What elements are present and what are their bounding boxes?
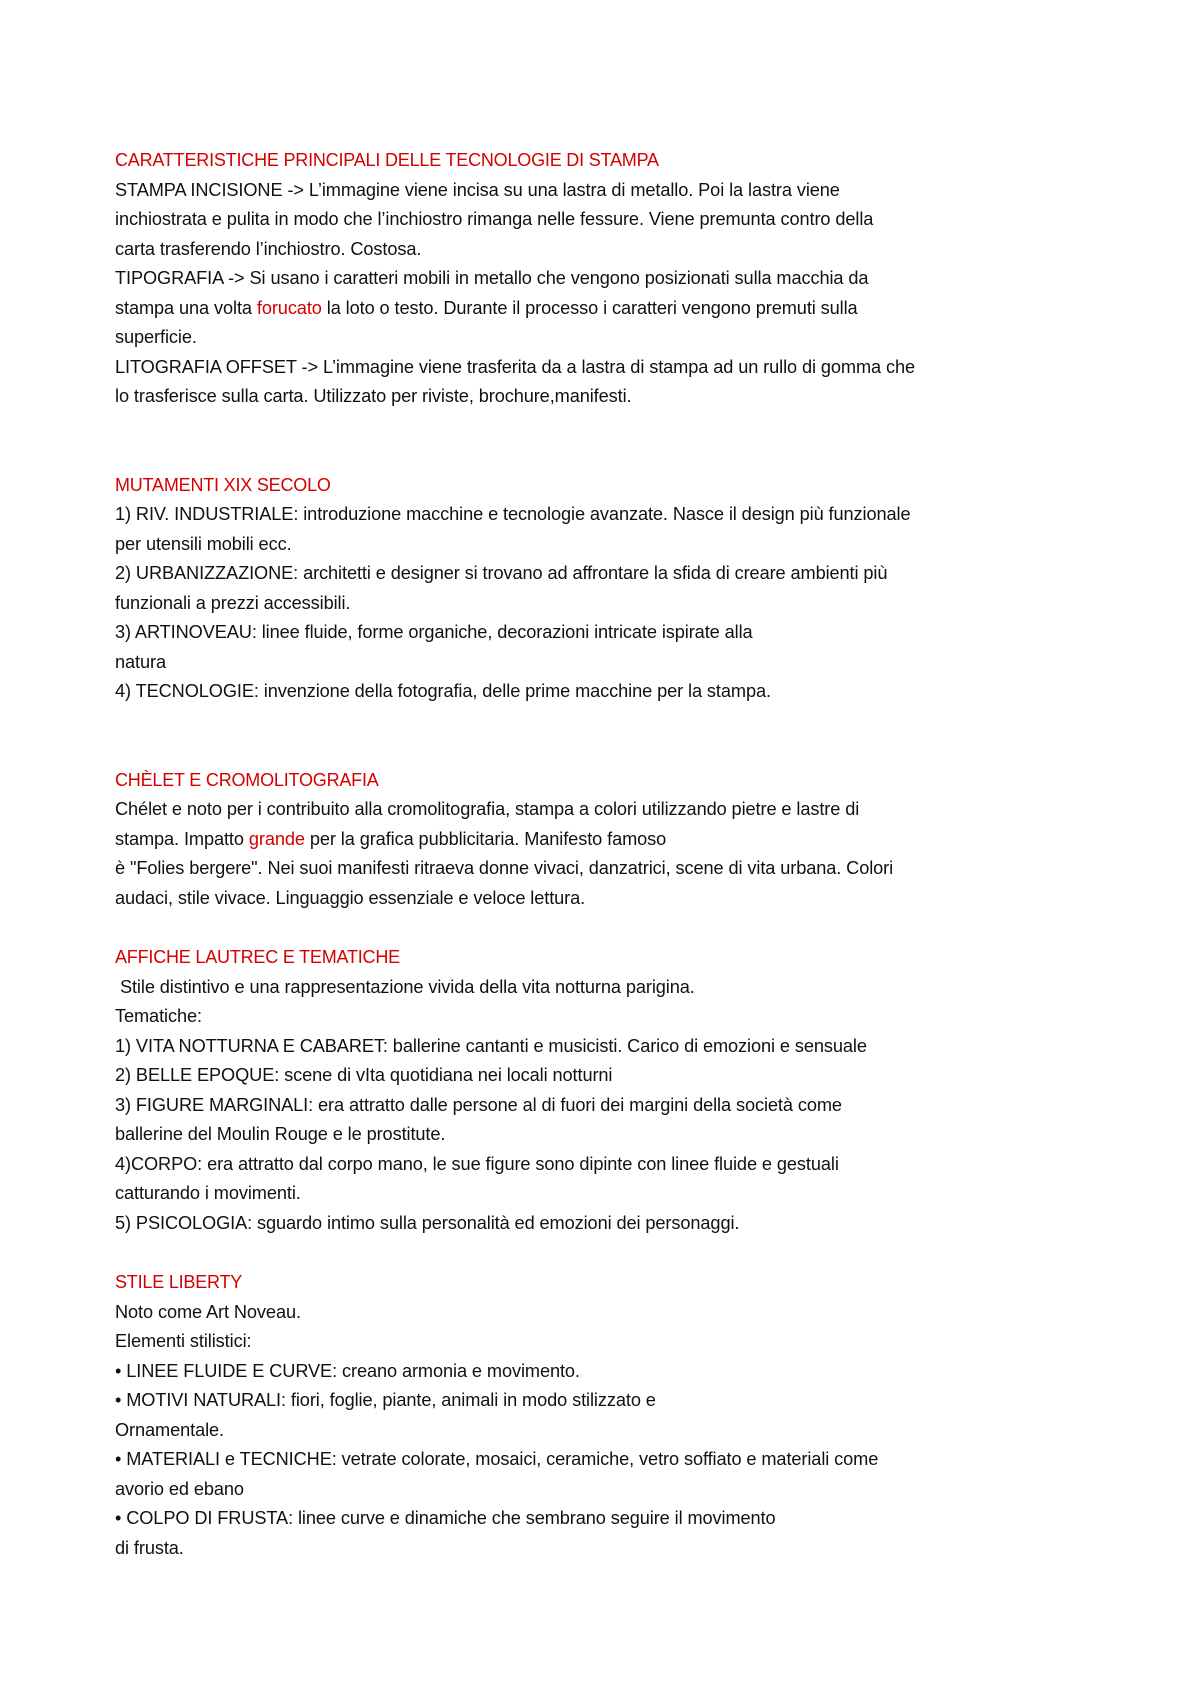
paragraph-line: 1) RIV. INDUSTRIALE: introduzione macchine e tecnologie avanzate. Nasce il design più funzionale <box>115 504 911 524</box>
paragraph-line: 2) BELLE EPOQUE: scene di vIta quotidiana nei locali notturni <box>115 1065 613 1085</box>
paragraph-line: LITOGRAFIA OFFSET -> L’immagine viene trasferita da a lastra di stampa ad un rullo di gomma che <box>115 356 916 377</box>
paragraph-line: Elementi stilistici: <box>115 1331 252 1351</box>
paragraph-line: carta trasferendo l’inchiostro. Costosa. <box>115 238 422 259</box>
text-run: per la grafica pubblicitaria. Manifesto famoso <box>304 828 667 849</box>
section-spacer <box>115 913 1085 943</box>
section-spacer <box>115 1238 1085 1268</box>
paragraph-line: per utensili mobili ecc. <box>115 533 292 554</box>
document-body <box>115 146 1085 1563</box>
section-spacer <box>115 412 1085 471</box>
section-heading: MUTAMENTI XIX SECOLO <box>115 474 331 495</box>
paragraph-line: 4) TECNOLOGIE: invenzione della fotografia, delle prime macchine per la stampa. <box>115 681 771 701</box>
paragraph-line: TIPOGRAFIA -> Si usano i caratteri mobili in metallo che vengono posizionati sulla macchia da <box>115 268 869 288</box>
paragraph-line: Noto come Art Noveau. <box>115 1301 301 1322</box>
section-heading: STILE LIBERTY <box>115 1272 243 1292</box>
section-lautrec-themes <box>115 943 1085 1238</box>
section-xix-century-changes <box>115 471 1085 707</box>
paragraph-line: catturando i movimenti. <box>115 1183 301 1203</box>
paragraph-line: Stile distintivo e una rappresentazione vivida della vita notturna parigina. <box>115 976 695 997</box>
paragraph-line: Ornamentale. <box>115 1419 224 1440</box>
paragraph-line: lo trasferisce sulla carta. Utilizzato per riviste, brochure,manifesti. <box>115 386 632 406</box>
paragraph-line: è "Folies bergere". Nei suoi manifesti ritraeva donne vivaci, danzatrici, scene di vita urbana. Colori <box>115 858 894 878</box>
paragraph-line <box>115 294 1085 324</box>
paragraph-line: di frusta. <box>115 1537 184 1558</box>
paragraph-line: 1) VITA NOTTURNA E CABARET: ballerine cantanti e musicisti. Carico di emozioni e sensuale <box>115 1035 867 1056</box>
paragraph-line: ballerine del Moulin Rouge e le prostitute. <box>115 1124 446 1144</box>
paragraph-line: 2) URBANIZZAZIONE: architetti e designer si trovano ad affrontare la sfida di creare ambienti più <box>115 563 888 583</box>
paragraph-line: STAMPA INCISIONE -> L’immagine viene incisa su una lastra di metallo. Poi la lastra viene <box>115 179 840 200</box>
section-chelet-chromolithography <box>115 766 1085 914</box>
section-liberty-style <box>115 1268 1085 1563</box>
section-spacer <box>115 707 1085 766</box>
paragraph-line: 3) ARTINOVEAU: linee fluide, forme organiche, decorazioni intricate ispirate alla <box>115 622 753 642</box>
section-heading: CARATTERISTICHE PRINCIPALI DELLE TECNOLOGIE DI STAMPA <box>115 150 659 170</box>
paragraph-line: Tematiche: <box>115 1006 202 1026</box>
paragraph-line: audaci, stile vivace. Linguaggio essenziale e veloce lettura. <box>115 887 586 908</box>
highlighted-word: grande <box>248 828 305 849</box>
paragraph-line: avorio ed ebano <box>115 1478 244 1499</box>
highlighted-word: forucato <box>256 297 322 318</box>
text-run: la loto o testo. Durante il processo i caratteri vengono premuti sulla <box>321 297 858 318</box>
section-heading: AFFICHE LAUTREC E TEMATICHE <box>115 947 400 967</box>
paragraph-line <box>115 825 1085 855</box>
paragraph-line: inchiostrata e pulita in modo che l’inchiostro rimanga nelle fessure. Viene premunta contro della <box>115 209 874 229</box>
section-heading: CHÈLET E CROMOLITOGRAFIA <box>115 769 379 790</box>
paragraph-line: Chélet e noto per i contribuito alla cromolitografia, stampa a colori utilizzando pietre e lastre di <box>115 799 860 819</box>
paragraph-line: funzionali a prezzi accessibili. <box>115 592 351 613</box>
paragraph-line: 4)CORPO: era attratto dal corpo mano, le sue figure sono dipinte con linee fluide e gestuali <box>115 1153 839 1174</box>
text-run: stampa una volta <box>115 297 257 318</box>
paragraph-line: natura <box>115 651 166 672</box>
paragraph-line: 5) PSICOLOGIA: sguardo intimo sulla personalità ed emozioni dei personaggi. <box>115 1212 740 1233</box>
paragraph-line: superficie. <box>115 327 197 347</box>
bullet-line: • LINEE FLUIDE E CURVE: creano armonia e movimento. <box>115 1360 580 1381</box>
bullet-line: • COLPO DI FRUSTA: linee curve e dinamiche che sembrano seguire il movimento <box>115 1508 776 1528</box>
text-run: stampa. Impatto <box>115 828 249 849</box>
paragraph-line: 3) FIGURE MARGINALI: era attratto dalle persone al di fuori dei margini della società come <box>115 1094 842 1115</box>
bullet-line: • MOTIVI NATURALI: fiori, foglie, piante, animali in modo stilizzato e <box>115 1390 656 1410</box>
bullet-line: • MATERIALI e TECNICHE: vetrate colorate, mosaici, ceramiche, vetro soffiato e materiali come <box>115 1449 879 1469</box>
section-printing-technologies <box>115 146 1085 412</box>
